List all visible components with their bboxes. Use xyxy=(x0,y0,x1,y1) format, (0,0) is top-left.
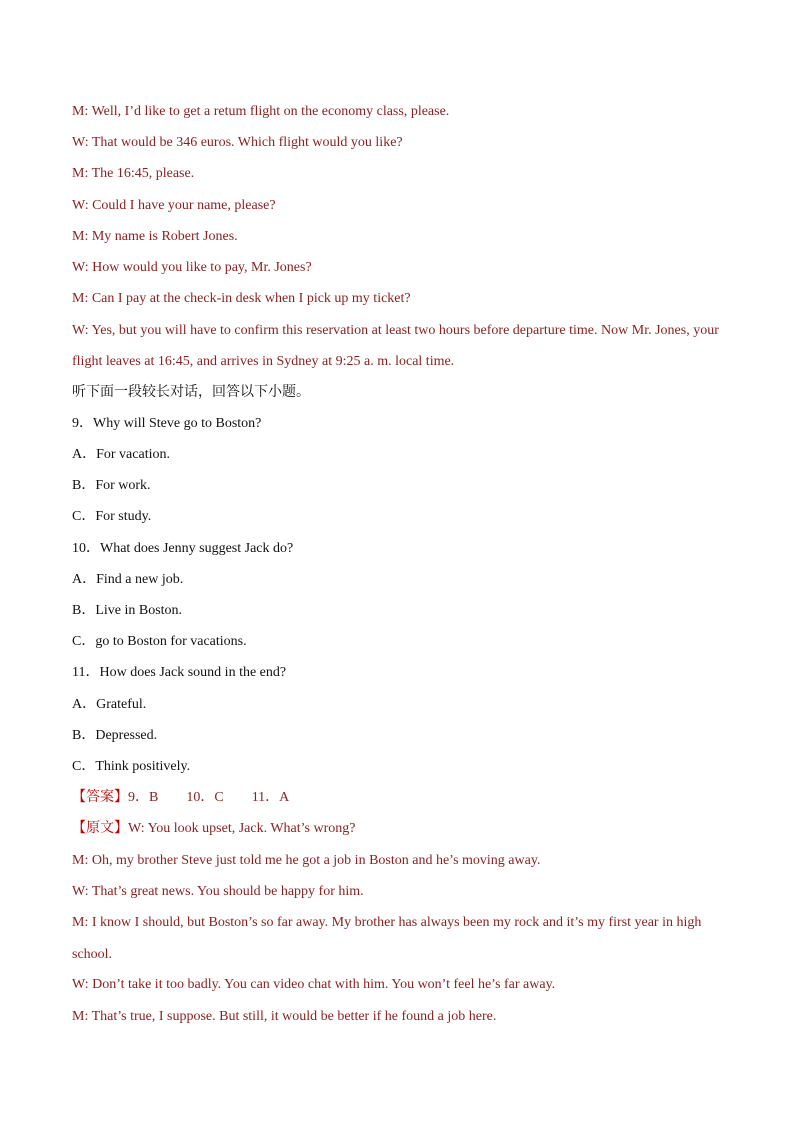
question-option: C．For study. xyxy=(72,509,152,525)
transcript-line: M: That’s true, I suppose. But still, it would be better if he found a job here. xyxy=(72,1008,497,1024)
question-stem: 9．Why will Steve go to Boston? xyxy=(72,415,262,431)
transcript-line: M: I know I should, but Boston’s so far away. My brother has always been my rock and it’s my first year in high school. xyxy=(72,915,702,962)
original-text: W: You look upset, Jack. What’s wrong? xyxy=(128,821,356,837)
answer-item: 11．A xyxy=(251,790,290,806)
transcript-line: W: That’s great news. You should be happy for him. xyxy=(72,883,364,899)
original-tag: 【原文】 xyxy=(72,821,128,837)
question-option: B．Depressed. xyxy=(72,727,158,743)
answer-tag: 【答案】 xyxy=(72,790,128,806)
answer-item: 9．B xyxy=(128,790,159,806)
question-option: A．For vacation. xyxy=(72,447,170,463)
transcript-line: W: Don’t take it too badly. You can video chat with him. You won’t feel he’s far away. xyxy=(72,977,556,993)
question-option: C．go to Boston for vacations. xyxy=(72,634,247,650)
section-instruction: 听下面一段较长对话，回答以下小题。 xyxy=(72,384,310,400)
transcript-line: W: That would be 346 euros. Which flight would you like? xyxy=(72,135,403,151)
question-option: B．Live in Boston. xyxy=(72,603,183,619)
transcript-line: M: Can I pay at the check-in desk when I pick up my ticket? xyxy=(72,291,411,307)
transcript-line: W: How would you like to pay, Mr. Jones? xyxy=(72,259,312,275)
question-stem: 10．What does Jenny suggest Jack do? xyxy=(72,540,294,556)
question-stem: 11．How does Jack sound in the end? xyxy=(72,665,287,681)
question-option: A．Grateful. xyxy=(72,696,147,712)
transcript-line: W: Yes, but you will have to confirm this reservation at least two hours before departure time. Now Mr. Jones, your flight leaves at 16:45, and arrives in Sydney at 9:25 a. m. local time. xyxy=(72,322,719,369)
question-option: B．For work. xyxy=(72,478,151,494)
transcript-line: M: My name is Robert Jones. xyxy=(72,228,238,244)
transcript-line: M: Well, I’d like to get a retum flight on the economy class, please. xyxy=(72,104,450,119)
answer-line xyxy=(72,787,724,818)
transcript-line: W: Could I have your name, please? xyxy=(72,197,276,213)
original-first-line xyxy=(72,818,724,849)
transcript-line: M: The 16:45, please. xyxy=(72,166,195,182)
answer-item: 10．C xyxy=(186,790,224,806)
transcript-line: M: Oh, my brother Steve just told me he got a job in Boston and he’s moving away. xyxy=(72,852,541,868)
page-content xyxy=(72,101,724,1037)
question-option: C．Think positively. xyxy=(72,758,191,774)
question-option: A．Find a new job. xyxy=(72,571,184,587)
